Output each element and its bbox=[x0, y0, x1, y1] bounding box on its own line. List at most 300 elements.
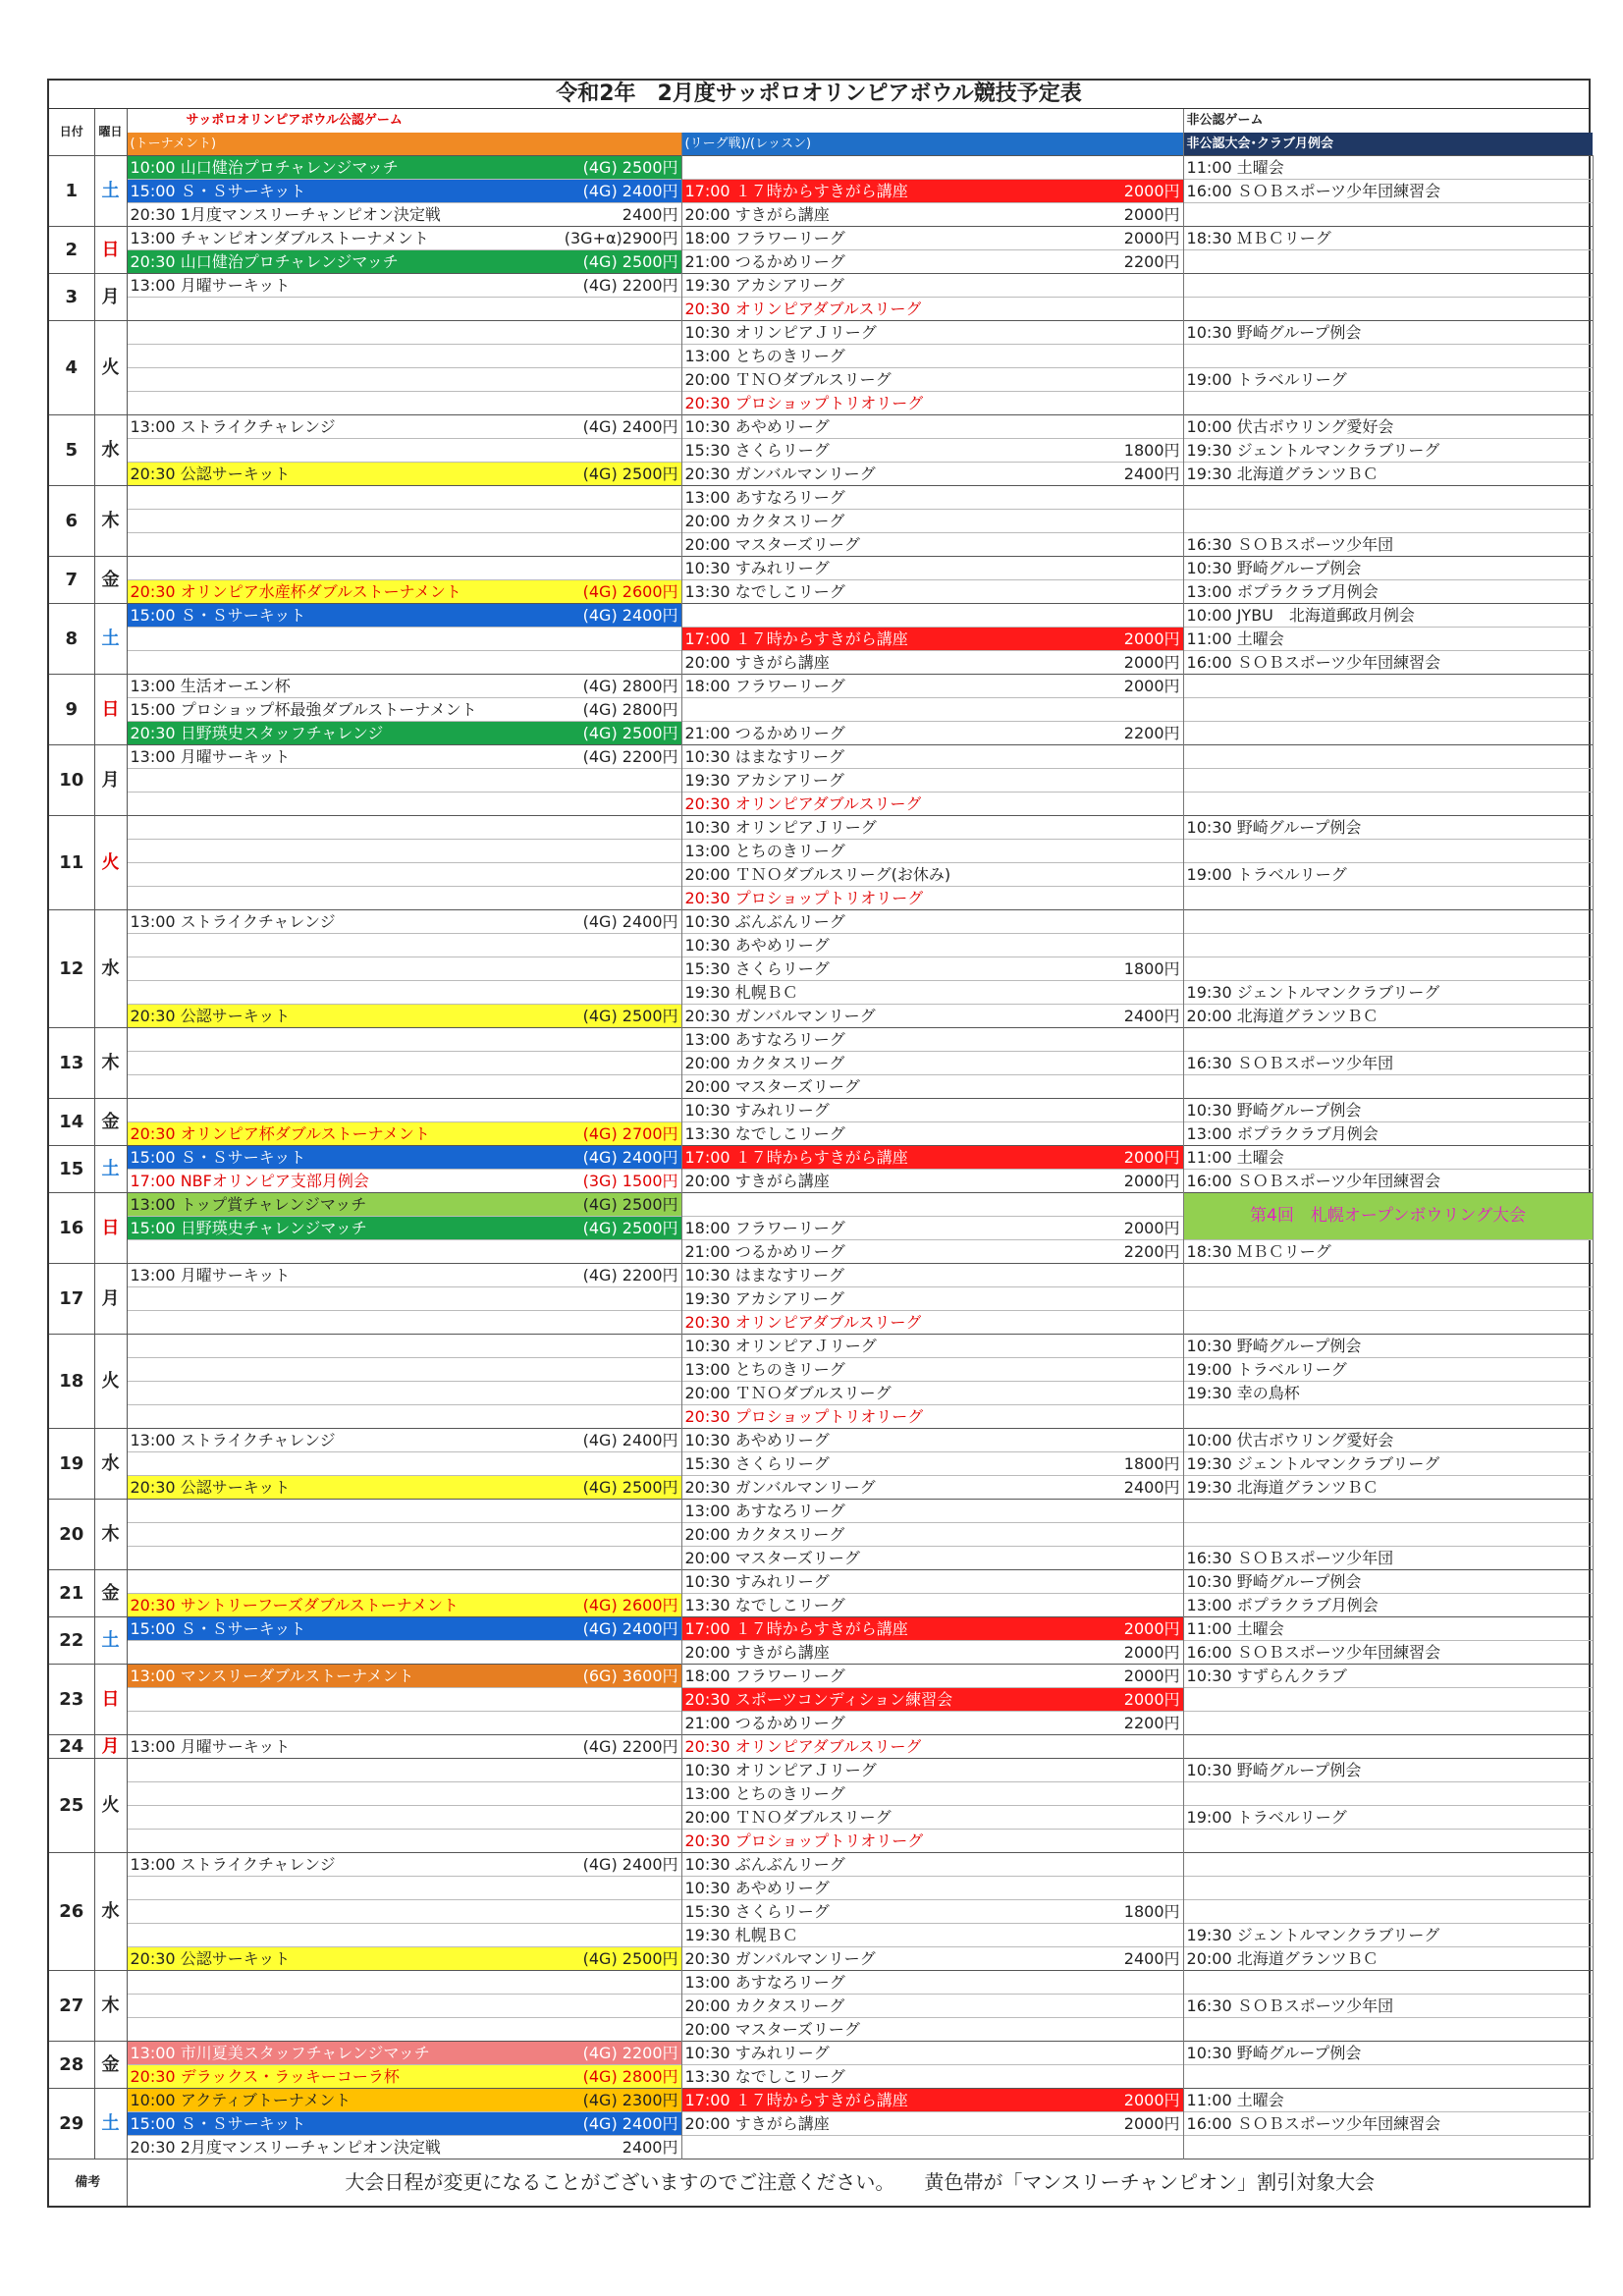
league-cell-text: 20:30 オリンピアダブルスリーグ bbox=[684, 1736, 922, 1756]
unofficial-cell bbox=[1183, 2017, 1593, 2041]
tournament-cell-text: 13:00 ストライクチャレンジ bbox=[130, 416, 336, 436]
unofficial-cell bbox=[1183, 1593, 1593, 1616]
tournament-cell bbox=[127, 1899, 681, 1923]
tournament-cell bbox=[127, 957, 681, 980]
unofficial-cell-text: 19:00 トラベルリーグ bbox=[1186, 864, 1347, 884]
tournament-cell bbox=[127, 1616, 681, 1640]
tournament-cell bbox=[127, 249, 681, 273]
league-cell-price: 2000円 bbox=[1123, 629, 1180, 648]
unofficial-cell-text: 16:30 ＳＯＢスポーツ少年団 bbox=[1186, 1995, 1394, 2015]
unofficial-cell bbox=[1183, 2064, 1593, 2088]
league-cell-text: 20:30 ガンバルマンリーグ bbox=[684, 1006, 876, 1025]
league-cell bbox=[681, 1781, 1183, 1805]
league-cell-text: 10:30 はまなすリーグ bbox=[684, 1265, 845, 1285]
tournament-cell bbox=[127, 226, 681, 249]
schedule-row bbox=[49, 1970, 1593, 1994]
league-cell bbox=[681, 1334, 1183, 1357]
league-header: (リーグ戦)/(レッスン) bbox=[681, 133, 1183, 156]
tournament-cell bbox=[127, 1310, 681, 1334]
schedule-row bbox=[49, 1239, 1593, 1263]
league-cell bbox=[681, 2088, 1183, 2111]
league-cell bbox=[681, 603, 1183, 627]
schedule-row bbox=[49, 1569, 1593, 1593]
unofficial-cell bbox=[1183, 297, 1593, 320]
unofficial-cell-text: 20:00 北海道グランツＢＣ bbox=[1186, 1006, 1379, 1025]
league-cell-price: 2000円 bbox=[1123, 1171, 1180, 1190]
league-cell bbox=[681, 2111, 1183, 2135]
league-cell bbox=[681, 367, 1183, 391]
unofficial-cell bbox=[1183, 768, 1593, 792]
unofficial-cell-text: 13:00 ボプラクラブ月例会 bbox=[1186, 1123, 1379, 1143]
date-cell: 16 bbox=[49, 1192, 94, 1263]
league-cell bbox=[681, 1404, 1183, 1428]
unofficial-cell bbox=[1183, 1711, 1593, 1734]
tournament-cell-price: (4G) 2500円 bbox=[582, 1948, 678, 1968]
unofficial-cell bbox=[1183, 1687, 1593, 1711]
tournament-cell bbox=[127, 1381, 681, 1404]
weekday-cell: 土 bbox=[94, 1616, 127, 1664]
schedule-row bbox=[49, 1616, 1593, 1640]
schedule-row bbox=[49, 1428, 1593, 1451]
tournament-cell bbox=[127, 1074, 681, 1098]
league-cell-text: 20:30 プロショップトリオリーグ bbox=[684, 1831, 924, 1850]
tournament-cell-text: 17:00 NBFオリンピア支部月例会 bbox=[130, 1171, 369, 1190]
schedule-row bbox=[49, 1334, 1593, 1357]
tournament-cell-price: (4G) 2400円 bbox=[582, 605, 678, 625]
date-cell: 18 bbox=[49, 1334, 94, 1428]
league-cell-text: 13:00 とちのきリーグ bbox=[684, 1359, 845, 1379]
league-cell bbox=[681, 627, 1183, 650]
unofficial-cell bbox=[1183, 414, 1593, 438]
league-cell-price: 2200円 bbox=[1123, 1241, 1180, 1261]
league-cell-price: 2400円 bbox=[1123, 1948, 1180, 1968]
unofficial-cell bbox=[1183, 1546, 1593, 1569]
league-cell bbox=[681, 1286, 1183, 1310]
tournament-cell-price: (4G) 2500円 bbox=[582, 723, 678, 742]
unofficial-cell bbox=[1183, 1404, 1593, 1428]
tournament-cell bbox=[127, 1357, 681, 1381]
league-cell-text: 18:00 フラワーリーグ bbox=[684, 676, 845, 695]
tournament-cell-text: 13:00 マンスリーダブルストーナメント bbox=[130, 1666, 414, 1685]
league-cell-text: 20:30 ガンバルマンリーグ bbox=[684, 1948, 876, 1968]
league-cell-text: 19:30 アカシアリーグ bbox=[684, 1288, 844, 1308]
schedule-row bbox=[49, 744, 1593, 768]
tournament-cell bbox=[127, 485, 681, 509]
unofficial-cell bbox=[1183, 485, 1593, 509]
tournament-cell bbox=[127, 1711, 681, 1734]
tournament-cell-price: (4G) 2500円 bbox=[582, 251, 678, 271]
schedule-row bbox=[49, 226, 1593, 249]
schedule-row bbox=[49, 297, 1593, 320]
league-cell bbox=[681, 1664, 1183, 1687]
weekday-cell: 日 bbox=[94, 674, 127, 744]
league-cell bbox=[681, 1970, 1183, 1994]
league-cell bbox=[681, 1475, 1183, 1499]
league-cell-price: 2200円 bbox=[1123, 1713, 1180, 1732]
schedule-row bbox=[49, 414, 1593, 438]
tournament-cell-price: (4G) 2400円 bbox=[582, 1147, 678, 1167]
day-column-header: 日付 bbox=[49, 109, 94, 155]
tournament-cell bbox=[127, 1852, 681, 1876]
date-cell: 29 bbox=[49, 2088, 94, 2159]
weekday-cell: 金 bbox=[94, 2041, 127, 2088]
tournament-cell bbox=[127, 1428, 681, 1451]
tournament-cell-price: (4G) 2200円 bbox=[582, 1736, 678, 1756]
unofficial-cell bbox=[1183, 792, 1593, 815]
league-cell-text: 10:30 ぶんぶんリーグ bbox=[684, 911, 845, 931]
league-cell-price: 2000円 bbox=[1123, 652, 1180, 672]
schedule-row bbox=[49, 462, 1593, 485]
unofficial-cell bbox=[1183, 603, 1593, 627]
unofficial-cell bbox=[1183, 815, 1593, 839]
schedule-row bbox=[49, 1027, 1593, 1051]
unofficial-cell-text: 19:30 幸の鳥杯 bbox=[1186, 1383, 1300, 1402]
unofficial-cell-text: 10:30 すずらんクラブ bbox=[1186, 1666, 1347, 1685]
unofficial-cell bbox=[1183, 1310, 1593, 1334]
weekday-cell: 木 bbox=[94, 1970, 127, 2041]
league-cell-text: 10:30 はまなすリーグ bbox=[684, 746, 845, 766]
weekday-cell: 月 bbox=[94, 273, 127, 320]
unofficial-cell bbox=[1183, 1357, 1593, 1381]
league-cell-text: 20:30 プロショップトリオリーグ bbox=[684, 888, 924, 907]
unofficial-cell bbox=[1183, 980, 1593, 1004]
tournament-cell-text: 15:00 Ｓ・Ｓサーキット bbox=[130, 2113, 306, 2133]
tournament-cell bbox=[127, 1192, 681, 1216]
tournament-cell bbox=[127, 2135, 681, 2159]
date-cell: 2 bbox=[49, 226, 94, 273]
league-cell-text: 10:30 すみれリーグ bbox=[684, 2043, 830, 2062]
schedule-row bbox=[49, 862, 1593, 886]
date-cell: 28 bbox=[49, 2041, 94, 2088]
tournament-cell bbox=[127, 1593, 681, 1616]
league-cell bbox=[681, 1522, 1183, 1546]
tournament-cell-text: 20:30 2月度マンスリーチャンピオン決定戦 bbox=[130, 2137, 441, 2157]
league-cell bbox=[681, 1145, 1183, 1169]
unofficial-cell bbox=[1183, 1145, 1593, 1169]
unofficial-cell bbox=[1183, 1286, 1593, 1310]
league-cell bbox=[681, 1027, 1183, 1051]
schedule-row bbox=[49, 627, 1593, 650]
schedule-row bbox=[49, 1098, 1593, 1121]
league-cell bbox=[681, 579, 1183, 603]
date-cell: 25 bbox=[49, 1758, 94, 1852]
schedule-row bbox=[49, 2064, 1593, 2088]
league-cell-price: 2000円 bbox=[1123, 181, 1180, 200]
unofficial-cell-text: 13:00 ボプラクラブ月例会 bbox=[1186, 1595, 1379, 1614]
unofficial-cell bbox=[1183, 1876, 1593, 1899]
tournament-cell-text: 13:00 ストライクチャレンジ bbox=[130, 1854, 336, 1874]
unofficial-cell bbox=[1183, 1758, 1593, 1781]
league-cell-text: 15:30 さくらリーグ bbox=[684, 1901, 830, 1921]
tournament-cell bbox=[127, 674, 681, 697]
tournament-cell-text: 13:00 ストライクチャレンジ bbox=[130, 911, 336, 931]
league-cell bbox=[681, 532, 1183, 556]
league-cell bbox=[681, 1593, 1183, 1616]
tournament-cell bbox=[127, 297, 681, 320]
tournament-cell-price: (4G) 2500円 bbox=[582, 1006, 678, 1025]
tournament-cell-price: (4G) 2800円 bbox=[582, 2066, 678, 2086]
league-cell bbox=[681, 1239, 1183, 1263]
tournament-cell bbox=[127, 1546, 681, 1569]
tournament-cell-price: (4G) 2400円 bbox=[582, 2113, 678, 2133]
league-cell bbox=[681, 697, 1183, 721]
league-cell-text: 20:00 すきがら講座 bbox=[684, 1171, 830, 1190]
schedule-row bbox=[49, 792, 1593, 815]
date-cell: 24 bbox=[49, 1734, 94, 1758]
tournament-cell bbox=[127, 721, 681, 744]
league-cell-price: 2400円 bbox=[1123, 1477, 1180, 1497]
schedule-row bbox=[49, 155, 1593, 179]
league-cell-text: 10:30 あやめリーグ bbox=[684, 1878, 830, 1897]
tournament-cell bbox=[127, 1004, 681, 1027]
schedule-row bbox=[49, 957, 1593, 980]
unofficial-cell bbox=[1183, 438, 1593, 462]
page-title: 令和2年 2月度サッポロオリンピアボウル競技予定表 bbox=[49, 81, 1589, 109]
unofficial-cell-text: 16:00 ＳＯＢスポーツ少年団練習会 bbox=[1186, 1171, 1441, 1190]
league-cell-price: 2000円 bbox=[1123, 1218, 1180, 1237]
tournament-cell bbox=[127, 1334, 681, 1357]
date-cell: 22 bbox=[49, 1616, 94, 1664]
tournament-cell bbox=[127, 202, 681, 226]
unofficial-cell bbox=[1183, 627, 1593, 650]
tournament-cell-price: (4G) 2200円 bbox=[582, 275, 678, 295]
unofficial-cell bbox=[1183, 744, 1593, 768]
schedule-row bbox=[49, 2088, 1593, 2111]
league-cell bbox=[681, 1098, 1183, 1121]
unofficial-cell-text: 10:00 JYBU 北海道郵政月例会 bbox=[1186, 605, 1415, 625]
unofficial-cell-text: 19:00 トラベルリーグ bbox=[1186, 1807, 1347, 1827]
league-cell bbox=[681, 1310, 1183, 1334]
official-game-header: サッポロオリンピアボウル公認ゲーム bbox=[127, 109, 1183, 133]
tournament-cell bbox=[127, 2041, 681, 2064]
league-cell bbox=[681, 1169, 1183, 1192]
unofficial-cell bbox=[1183, 1946, 1593, 1970]
tournament-cell-text: 20:30 公認サーキット bbox=[130, 464, 291, 483]
schedule-row bbox=[49, 1357, 1593, 1381]
tournament-cell bbox=[127, 650, 681, 674]
unofficial-cell bbox=[1183, 155, 1593, 179]
unofficial-cell bbox=[1183, 509, 1593, 532]
tournament-cell-price: (4G) 2600円 bbox=[582, 581, 678, 601]
unofficial-cell-text: 10:30 野崎グループ例会 bbox=[1186, 2043, 1362, 2062]
schedule-row bbox=[49, 2135, 1593, 2159]
tournament-cell-price: (4G) 2200円 bbox=[582, 2043, 678, 2062]
league-cell-text: 20:30 オリンピアダブルスリーグ bbox=[684, 299, 922, 318]
date-cell: 5 bbox=[49, 414, 94, 485]
weekday-cell: 木 bbox=[94, 1027, 127, 1098]
tournament-cell-text: 20:30 山口健治プロチャレンジマッチ bbox=[130, 251, 399, 271]
schedule-rows bbox=[49, 155, 1593, 2159]
tournament-cell-text: 10:00 山口健治プロチャレンジマッチ bbox=[130, 157, 399, 177]
weekday-cell: 水 bbox=[94, 1852, 127, 1970]
unofficial-cell bbox=[1183, 249, 1593, 273]
league-cell-text: 19:30 札幌ＢＣ bbox=[684, 1925, 798, 1944]
tournament-cell-price: 2400円 bbox=[622, 2137, 678, 2157]
league-cell-text: 10:30 あやめリーグ bbox=[684, 935, 830, 955]
unofficial-cell bbox=[1183, 556, 1593, 579]
tournament-cell bbox=[127, 1121, 681, 1145]
unofficial-cell bbox=[1183, 674, 1593, 697]
tournament-cell bbox=[127, 1664, 681, 1687]
tournament-cell bbox=[127, 1239, 681, 1263]
unofficial-cell bbox=[1183, 1239, 1593, 1263]
weekday-cell: 日 bbox=[94, 1664, 127, 1734]
league-cell-text: 13:00 あすなろリーグ bbox=[684, 1501, 845, 1520]
tournament-cell bbox=[127, 1781, 681, 1805]
unofficial-cell bbox=[1183, 462, 1593, 485]
date-cell: 9 bbox=[49, 674, 94, 744]
schedule-row bbox=[49, 650, 1593, 674]
tournament-cell bbox=[127, 1734, 681, 1758]
schedule-row bbox=[49, 1829, 1593, 1852]
league-cell-text: 18:00 フラワーリーグ bbox=[684, 228, 845, 247]
schedule-row bbox=[49, 179, 1593, 202]
tournament-cell-text: 20:30 デラックス・ラッキーコーラ杯 bbox=[130, 2066, 400, 2086]
unofficial-cell bbox=[1183, 1121, 1593, 1145]
league-cell-text: 20:00 ＴＮＯダブルスリーグ(お休み) bbox=[684, 864, 951, 884]
league-cell bbox=[681, 1876, 1183, 1899]
unofficial-cell bbox=[1183, 1640, 1593, 1664]
tournament-cell bbox=[127, 532, 681, 556]
league-cell-text: 20:30 プロショップトリオリーグ bbox=[684, 1406, 924, 1426]
weekday-cell: 水 bbox=[94, 1428, 127, 1499]
unofficial-cell bbox=[1183, 1664, 1593, 1687]
league-cell bbox=[681, 1616, 1183, 1640]
tournament-cell-price: (4G) 2400円 bbox=[582, 911, 678, 931]
unofficial-cell-text: 10:00 伏古ボウリング愛好会 bbox=[1186, 1430, 1394, 1449]
unofficial-cell bbox=[1183, 1428, 1593, 1451]
tournament-cell bbox=[127, 839, 681, 862]
unofficial-cell-text: 18:30 ＭＢＣリーグ bbox=[1186, 228, 1331, 247]
unofficial-cell-text: 10:00 伏古ボウリング愛好会 bbox=[1186, 416, 1394, 436]
tournament-cell-price: 2400円 bbox=[622, 204, 678, 224]
schedule-row bbox=[49, 1263, 1593, 1286]
league-cell-text: 17:00 １７時からすきがら講座 bbox=[684, 181, 908, 200]
tournament-cell bbox=[127, 556, 681, 579]
schedule-row bbox=[49, 933, 1593, 957]
league-cell bbox=[681, 839, 1183, 862]
schedule-row bbox=[49, 249, 1593, 273]
league-cell-price: 2000円 bbox=[1123, 1642, 1180, 1662]
league-cell bbox=[681, 1546, 1183, 1569]
schedule-row bbox=[49, 1404, 1593, 1428]
unofficial-cell-text: 11:00 土曜会 bbox=[1186, 2090, 1284, 2109]
league-cell bbox=[681, 226, 1183, 249]
league-cell-text: 20:00 カクタスリーグ bbox=[684, 1053, 845, 1072]
unofficial-cell bbox=[1183, 2088, 1593, 2111]
league-cell-text: 20:30 スポーツコンディション練習会 bbox=[684, 1689, 953, 1709]
schedule-row bbox=[49, 1192, 1593, 1216]
league-cell bbox=[681, 1994, 1183, 2017]
tournament-cell bbox=[127, 792, 681, 815]
tournament-cell bbox=[127, 1051, 681, 1074]
schedule-row bbox=[49, 1664, 1593, 1687]
footer-note: 大会日程が変更になることがございますのでご注意ください。 黄色帯が「マンスリーチャンピオン」割引対象大会 bbox=[127, 2159, 1593, 2206]
league-cell-text: 19:30 札幌ＢＣ bbox=[684, 982, 798, 1002]
schedule-sheet bbox=[47, 79, 1591, 2208]
tournament-cell-text: 15:00 日野瑛史チャレンジマッチ bbox=[130, 1218, 367, 1237]
tournament-cell-text: 13:00 月曜サーキット bbox=[130, 1736, 291, 1756]
tournament-cell-price: (3G) 1500円 bbox=[582, 1171, 678, 1190]
league-cell-text: 13:00 とちのきリーグ bbox=[684, 1783, 845, 1803]
tournament-header: (トーナメント) bbox=[127, 133, 681, 156]
unofficial-cell bbox=[1183, 957, 1593, 980]
league-cell-text: 13:00 あすなろリーグ bbox=[684, 1029, 845, 1049]
weekday-cell: 金 bbox=[94, 556, 127, 603]
tournament-cell-text: 13:00 月曜サーキット bbox=[130, 1265, 291, 1285]
weekday-cell: 木 bbox=[94, 485, 127, 556]
league-cell-text: 20:00 マスターズリーグ bbox=[684, 2019, 860, 2039]
unofficial-cell bbox=[1183, 933, 1593, 957]
unofficial-cell bbox=[1183, 1381, 1593, 1404]
league-cell-text: 20:00 マスターズリーグ bbox=[684, 1548, 860, 1567]
unofficial-cell bbox=[1183, 1451, 1593, 1475]
unofficial-cell bbox=[1183, 886, 1593, 909]
league-cell-price: 1800円 bbox=[1123, 1901, 1180, 1921]
weekday-cell: 土 bbox=[94, 2088, 127, 2159]
schedule-row bbox=[49, 1145, 1593, 1169]
schedule-row bbox=[49, 1499, 1593, 1522]
schedule-row bbox=[49, 438, 1593, 462]
league-cell bbox=[681, 650, 1183, 674]
tournament-cell bbox=[127, 2017, 681, 2041]
schedule-row bbox=[49, 1593, 1593, 1616]
league-cell-text: 13:30 なでしこリーグ bbox=[684, 1595, 845, 1614]
tournament-cell-price: (4G) 2500円 bbox=[582, 1477, 678, 1497]
tournament-cell bbox=[127, 1687, 681, 1711]
unofficial-cell-text: 11:00 土曜会 bbox=[1186, 1147, 1284, 1167]
league-cell-text: 18:00 フラワーリーグ bbox=[684, 1218, 845, 1237]
league-cell-text: 20:00 すきがら講座 bbox=[684, 204, 830, 224]
unofficial-cell-text: 11:00 土曜会 bbox=[1186, 157, 1284, 177]
tournament-cell bbox=[127, 2088, 681, 2111]
unofficial-cell bbox=[1183, 179, 1593, 202]
schedule-row bbox=[49, 980, 1593, 1004]
league-cell bbox=[681, 485, 1183, 509]
tournament-cell-price: (4G) 2500円 bbox=[582, 1194, 678, 1214]
schedule-row bbox=[49, 1522, 1593, 1546]
league-cell bbox=[681, 1711, 1183, 1734]
tournament-cell-price: (3G+α)2900円 bbox=[564, 228, 678, 247]
schedule-row bbox=[49, 556, 1593, 579]
league-cell-text: 20:00 カクタスリーグ bbox=[684, 1995, 845, 2015]
schedule-row bbox=[49, 674, 1593, 697]
tournament-cell-text: 20:30 日野瑛史スタッフチャレンジ bbox=[130, 723, 384, 742]
league-cell-text: 20:30 オリンピアダブルスリーグ bbox=[684, 793, 922, 813]
league-cell-text: 10:30 あやめリーグ bbox=[684, 416, 830, 436]
unofficial-cell bbox=[1183, 721, 1593, 744]
schedule-row bbox=[49, 367, 1593, 391]
schedule-row bbox=[49, 509, 1593, 532]
league-cell bbox=[681, 1946, 1183, 1970]
league-cell-text: 13:00 とちのきリーグ bbox=[684, 346, 845, 365]
unofficial-cell bbox=[1183, 1051, 1593, 1074]
league-cell-text: 20:00 すきがら講座 bbox=[684, 2113, 830, 2133]
tournament-cell bbox=[127, 155, 681, 179]
weekday-cell: 土 bbox=[94, 603, 127, 674]
unofficial-cell-text: 16:00 ＳＯＢスポーツ少年団練習会 bbox=[1186, 2113, 1441, 2133]
league-cell-text: 10:30 すみれリーグ bbox=[684, 1571, 830, 1591]
league-cell bbox=[681, 1263, 1183, 1286]
league-cell-text: 10:30 あやめリーグ bbox=[684, 1430, 830, 1449]
league-cell bbox=[681, 2064, 1183, 2088]
unofficial-cell bbox=[1183, 391, 1593, 414]
schedule-row bbox=[49, 1946, 1593, 1970]
weekday-cell: 月 bbox=[94, 1734, 127, 1758]
tournament-cell bbox=[127, 1970, 681, 1994]
unofficial-cell bbox=[1183, 1970, 1593, 1994]
unofficial-game-header: 非公認ゲーム bbox=[1186, 113, 1264, 129]
